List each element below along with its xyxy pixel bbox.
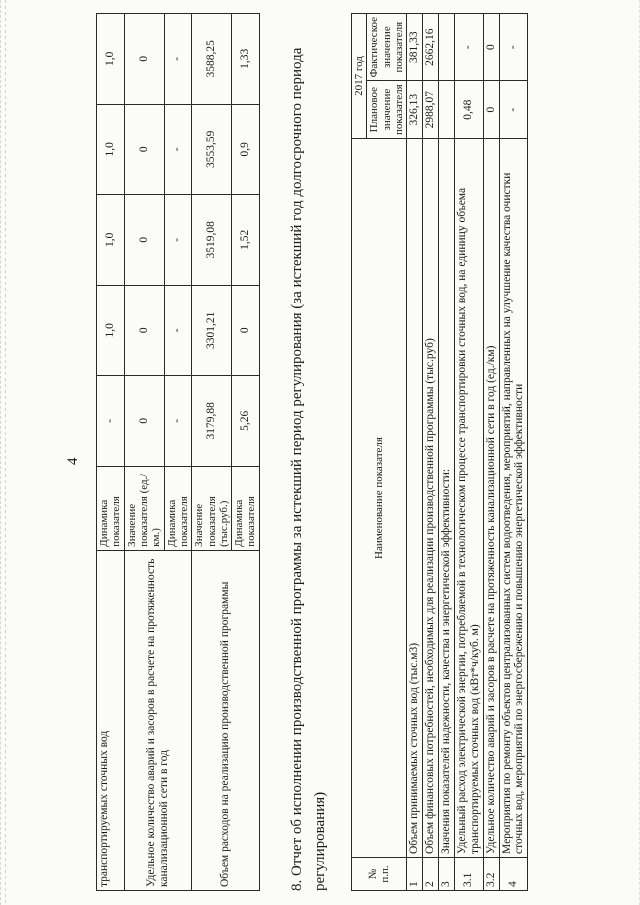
header-fact: Фактическое значение показателя	[367, 14, 407, 81]
row-num: 2	[423, 858, 439, 891]
row-name: Удельное количество аварий и засоров в расчете на протяженность канализационной сети в год (ед./км)	[483, 138, 499, 857]
row-name: Мероприятия по ремонту объектов централизованных систем водоотведения, мероприятий, направленных на улучшение качества очистки сточных вод, мероприятий по энергосбережению и повышению энергетической эффективности	[499, 138, 528, 857]
indicator-name: Удельное количество аварий и засоров в расчете на протяженность канализационной сети в год	[124, 550, 192, 890]
table-header-row	[352, 14, 367, 891]
row-plan: 326,13	[407, 81, 423, 139]
table-row	[192, 14, 232, 891]
value-cell: 1,0	[97, 285, 125, 376]
row-plan: 0,48	[454, 81, 483, 139]
value-cell: 1,52	[232, 195, 260, 286]
report-table	[351, 13, 528, 891]
value-cell: 3179,88	[192, 376, 232, 467]
value-cell: -	[164, 376, 192, 467]
row-num: 3.1	[454, 858, 483, 891]
indicators-table-continued	[96, 13, 260, 891]
table-row	[499, 14, 528, 891]
value-cell: 1,33	[232, 14, 260, 105]
value-cell: 1,0	[97, 14, 125, 105]
table-row	[124, 14, 164, 891]
row-plan: 0	[483, 81, 499, 139]
value-cell: 0	[124, 104, 164, 195]
indicator-name: Объем расходов на реализацию производственной программы	[192, 550, 260, 890]
table-row	[483, 14, 499, 891]
row-num: 3.2	[483, 858, 499, 891]
indicator-label: Динамика показателя	[164, 466, 192, 550]
indicator-label: Динамика показателя	[232, 466, 260, 550]
value-cell: -	[164, 14, 192, 105]
row-fact	[439, 14, 455, 81]
value-cell: -	[164, 195, 192, 286]
value-cell: 0,9	[232, 104, 260, 195]
value-cell: -	[164, 285, 192, 376]
value-cell: 3519,08	[192, 195, 232, 286]
row-fact: -	[499, 14, 528, 81]
value-cell: 0	[124, 14, 164, 105]
row-fact: 381,33	[407, 14, 423, 81]
value-cell: 0	[124, 195, 164, 286]
value-cell: 5,26	[232, 376, 260, 467]
row-num: 1	[407, 858, 423, 891]
table-row	[97, 14, 125, 891]
row-name: Объем финансовых потребностей, необходимых для реализации производственной программы (тыс.руб)	[423, 138, 439, 857]
header-name: Наименование показателя	[352, 138, 407, 857]
row-num: 3	[439, 858, 455, 891]
value-cell: 3588,25	[192, 14, 232, 105]
table-row	[407, 14, 423, 891]
row-name: Значения показателей надежности, качества и энергетической эффективности:	[439, 138, 455, 857]
indicator-name: транспортируемых сточных вод	[97, 550, 125, 890]
row-num: 4	[499, 858, 528, 891]
value-cell: 0	[232, 285, 260, 376]
header-num: № п.п.	[352, 858, 407, 891]
table-row	[439, 14, 455, 891]
row-fact: 2662,16	[423, 14, 439, 81]
indicator-label: Значение показателя (тыс.руб.)	[192, 466, 232, 550]
value-cell: 3301,21	[192, 285, 232, 376]
table-row	[423, 14, 439, 891]
row-fact: -	[454, 14, 483, 81]
value-cell: 0	[124, 285, 164, 376]
indicator-label: Динамика показателя	[97, 466, 125, 550]
header-plan: Плановое значение показателя	[367, 81, 407, 139]
value-cell: 1,0	[97, 104, 125, 195]
table-row	[454, 14, 483, 891]
value-cell: -	[97, 376, 125, 467]
row-plan: 2988,07	[423, 81, 439, 139]
value-cell: -	[164, 104, 192, 195]
row-plan: -	[499, 81, 528, 139]
row-name: Удельный расход электрической энергии, потребляемой в технологическом процессе транспортировки сточных вод, на единицу объема транспортируемых сточных вод (кВт*ч/куб. м)	[454, 138, 483, 857]
page-number: 4	[65, 457, 81, 465]
value-cell: 3553,59	[192, 104, 232, 195]
value-cell: 0	[124, 376, 164, 467]
row-plan	[439, 81, 455, 139]
row-name: Объем принимаемых сточных вод (тыс.м3)	[407, 138, 423, 857]
value-cell: 1,0	[97, 195, 125, 286]
rotated-content	[1, 0, 640, 905]
row-fact: 0	[483, 14, 499, 81]
header-year: 2017 год	[352, 14, 367, 139]
indicator-label: Значение показателя (ед./км.)	[124, 466, 164, 550]
section-title: 8. Отчет об исполнении производственной программы за истекший период регулирования (за истекший год долгосрочного периода регулирования)	[289, 47, 329, 891]
